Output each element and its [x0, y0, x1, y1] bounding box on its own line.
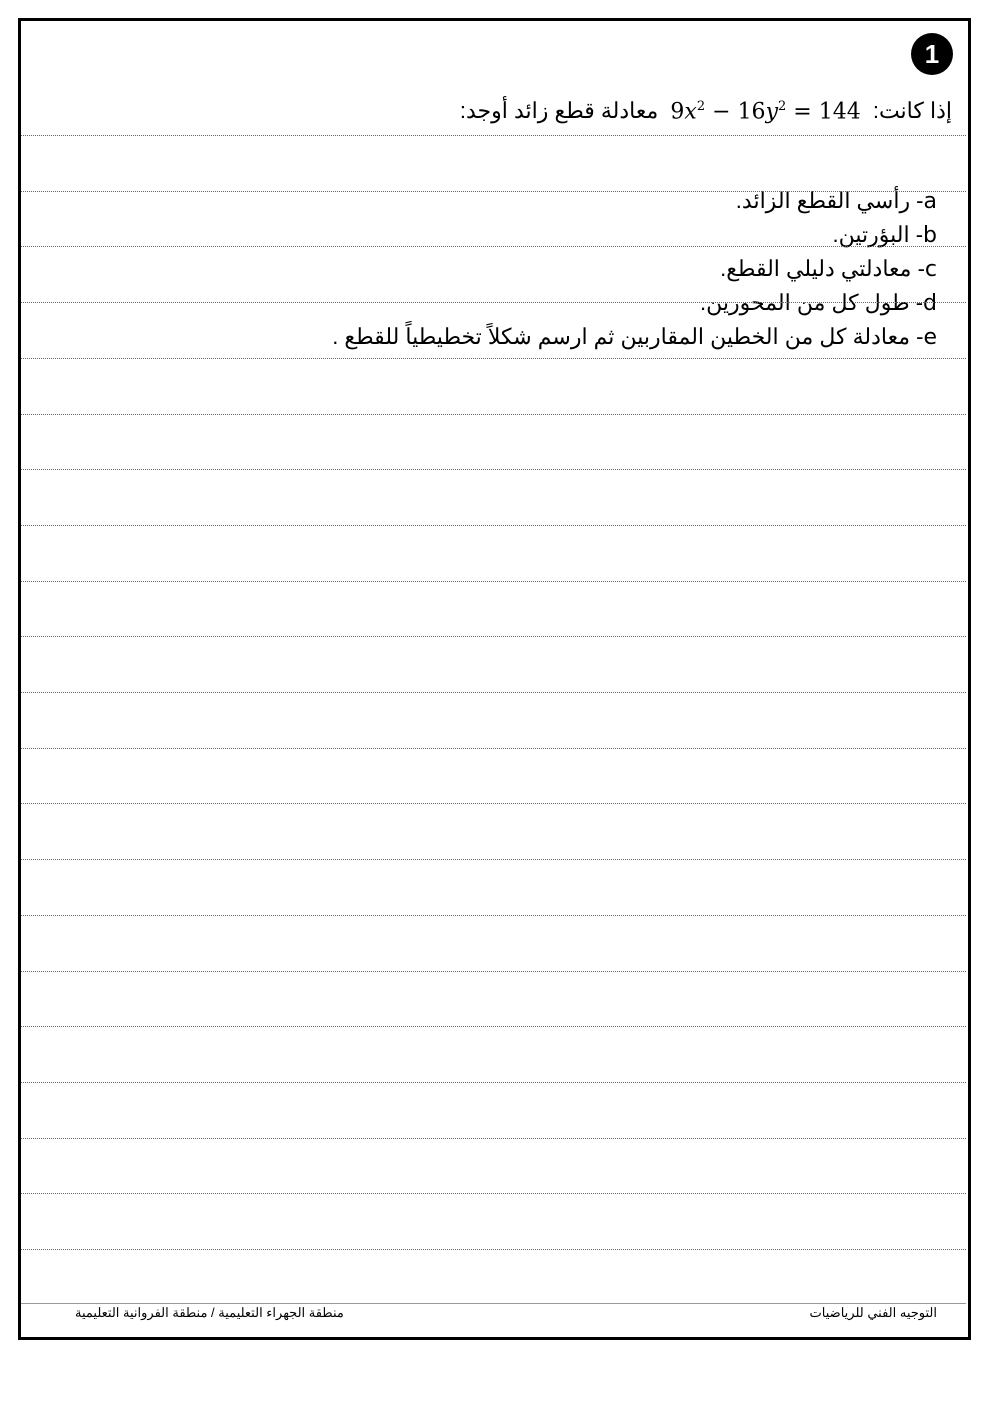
- answer-line: [21, 748, 966, 749]
- answer-line: [21, 246, 966, 247]
- variable-y: y: [765, 99, 778, 124]
- answer-line: [21, 692, 966, 693]
- item-letter: d: [923, 291, 937, 316]
- answer-line: [21, 971, 966, 972]
- coefficient-x: 9: [670, 99, 685, 124]
- coefficient-y: 16: [737, 99, 766, 124]
- item-text: - البؤرتين.: [832, 222, 924, 247]
- answer-line: [21, 1249, 966, 1250]
- page-frame: [18, 18, 971, 1340]
- answer-line: [21, 859, 966, 860]
- item-c: [720, 256, 937, 282]
- answer-line: [21, 803, 966, 804]
- answer-line: [21, 414, 966, 415]
- equation-constant: 144: [818, 99, 861, 124]
- footer-department: التوجيه الفني للرياضيات: [809, 1305, 937, 1320]
- answer-line: [21, 469, 966, 470]
- item-text: - طول كل من المحورين.: [700, 290, 924, 315]
- answer-line: [21, 302, 966, 303]
- footer-districts: منطقة الجهراء التعليمية / منطقة الفروانية التعليمية: [75, 1305, 344, 1320]
- answer-line: [21, 1138, 966, 1139]
- item-text: - معادلة كل من الخطين المقاربين ثم ارسم شكلاً تخطيطياً للقطع .: [332, 324, 924, 349]
- answer-line: [21, 191, 966, 192]
- answer-line: [21, 1026, 966, 1027]
- answer-line: [21, 915, 966, 916]
- answer-line: [21, 636, 966, 637]
- footer-divider: [21, 1303, 966, 1304]
- question-outro: معادلة قطع زائد أوجد:: [459, 98, 659, 123]
- answer-line: [21, 581, 966, 582]
- item-b: [833, 222, 937, 248]
- item-letter: a: [923, 189, 937, 214]
- question-intro: إذا كانت:: [872, 98, 952, 123]
- answer-line: [21, 1082, 966, 1083]
- answer-line: [21, 1193, 966, 1194]
- item-text: - رأسي القطع الزائد.: [735, 188, 924, 213]
- answer-line: [21, 135, 966, 136]
- item-a: [736, 188, 937, 214]
- question-statement: [460, 98, 952, 124]
- item-text: - معادلتي دليلي القطع.: [720, 256, 925, 281]
- variable-x: x: [684, 99, 697, 124]
- exponent-x: 2: [696, 98, 706, 114]
- item-e: [332, 324, 937, 350]
- item-letter: b: [923, 223, 937, 248]
- answer-line: [21, 358, 966, 359]
- answer-line: [21, 525, 966, 526]
- item-letter: c: [924, 257, 937, 282]
- question-number-badge: 1: [911, 33, 953, 75]
- hyperbola-equation: $9x^2 - 16y^2 = 144$: [670, 98, 861, 124]
- exponent-y: 2: [778, 98, 787, 114]
- item-letter: e: [923, 325, 937, 350]
